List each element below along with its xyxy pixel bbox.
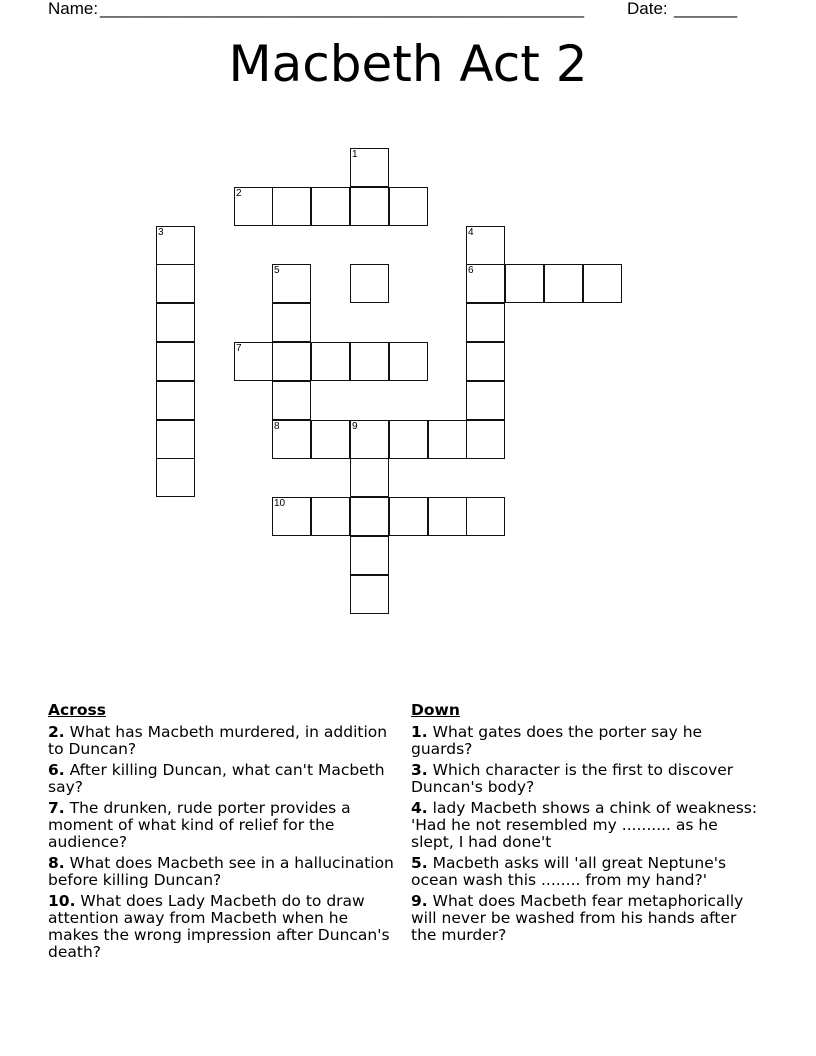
down-clue bbox=[411, 855, 761, 889]
clue-number-label: 2 bbox=[236, 188, 242, 199]
down-clue-number: 9. bbox=[411, 892, 428, 910]
grid-cell[interactable] bbox=[156, 420, 195, 459]
down-heading: Down bbox=[411, 701, 460, 719]
clue-number-label: 4 bbox=[468, 227, 474, 238]
down-clue bbox=[411, 724, 761, 758]
grid-cell[interactable] bbox=[544, 264, 583, 303]
grid-cell[interactable] bbox=[272, 264, 311, 303]
clue-number-label: 6 bbox=[468, 265, 474, 276]
across-clue-number: 6. bbox=[48, 761, 65, 779]
down-clue bbox=[411, 893, 761, 944]
grid-cell[interactable] bbox=[350, 187, 389, 226]
down-clue bbox=[411, 800, 761, 851]
across-clue-number: 10. bbox=[48, 892, 76, 910]
grid-cell[interactable] bbox=[428, 420, 467, 459]
across-clue bbox=[48, 855, 398, 889]
grid-cell[interactable] bbox=[234, 187, 273, 226]
down-clue-text: What gates does the porter say he guards? bbox=[411, 723, 703, 758]
across-clue-text: What does Macbeth see in a hallucination before killing Duncan? bbox=[48, 854, 394, 889]
grid-cell[interactable] bbox=[466, 303, 505, 342]
name-line: ______________________________________________________ bbox=[100, 0, 584, 18]
grid-cell[interactable] bbox=[350, 264, 389, 303]
grid-cell[interactable] bbox=[311, 420, 350, 459]
across-clue-list bbox=[48, 724, 398, 961]
grid-cell[interactable] bbox=[583, 264, 622, 303]
grid-cell[interactable] bbox=[311, 342, 350, 381]
grid-cell[interactable] bbox=[234, 342, 273, 381]
across-clue-text: What does Lady Macbeth do to draw attention away from Macbeth when he makes the wrong impression after Duncan's death? bbox=[48, 892, 390, 961]
clue-number-label: 7 bbox=[236, 343, 242, 354]
down-clue-text: Which character is the first to discover Duncan's body? bbox=[411, 761, 734, 796]
down-clue bbox=[411, 762, 761, 796]
grid-cell[interactable] bbox=[466, 381, 505, 420]
clue-number-label: 5 bbox=[274, 265, 280, 276]
down-clue-text: What does Macbeth fear metaphorically will never be washed from his hands after the murder? bbox=[411, 892, 744, 944]
grid-cell[interactable] bbox=[505, 264, 544, 303]
grid-cell[interactable] bbox=[466, 342, 505, 381]
grid-cell[interactable] bbox=[350, 458, 389, 497]
grid-cell[interactable] bbox=[156, 303, 195, 342]
down-clue-text: Macbeth asks will 'all great Neptune's ocean wash this ........ from my hand?' bbox=[411, 854, 727, 889]
grid-cell[interactable] bbox=[156, 381, 195, 420]
across-clue-text: The drunken, rude porter provides a moment of what kind of relief for the audience? bbox=[48, 799, 351, 851]
grid-cell[interactable] bbox=[156, 458, 195, 497]
clue-number-label: 9 bbox=[352, 421, 358, 432]
grid-cell[interactable] bbox=[389, 342, 428, 381]
across-clue bbox=[48, 762, 398, 796]
across-clue-text: What has Macbeth murdered, in addition to Duncan? bbox=[48, 723, 388, 758]
clue-number-label: 8 bbox=[274, 421, 280, 432]
grid-cell[interactable] bbox=[272, 420, 311, 459]
grid-cell[interactable] bbox=[350, 342, 389, 381]
down-clue-text: lady Macbeth shows a chink of weakness: 'Had he not resembled my .......... as he slept, I had done't bbox=[411, 799, 758, 851]
clue-number-label: 10 bbox=[274, 498, 286, 509]
grid-cell[interactable] bbox=[311, 187, 350, 226]
page-title: Macbeth Act 2 bbox=[228, 35, 588, 93]
grid-cell[interactable] bbox=[389, 497, 428, 536]
grid-cell[interactable] bbox=[389, 187, 428, 226]
across-clue-number: 7. bbox=[48, 799, 65, 817]
grid-cell[interactable] bbox=[350, 148, 389, 187]
name-label: Name: bbox=[48, 0, 99, 18]
grid-cell[interactable] bbox=[466, 264, 505, 303]
across-clue-number: 2. bbox=[48, 723, 65, 741]
grid-cell[interactable] bbox=[272, 381, 311, 420]
grid-cell[interactable] bbox=[350, 536, 389, 575]
clue-number-label: 1 bbox=[352, 149, 358, 160]
grid-cell[interactable] bbox=[156, 226, 195, 265]
across-clue bbox=[48, 800, 398, 851]
across-clue bbox=[48, 893, 398, 961]
down-clue-number: 3. bbox=[411, 761, 428, 779]
grid-cell[interactable] bbox=[389, 420, 428, 459]
down-clues bbox=[411, 701, 761, 948]
grid-cell[interactable] bbox=[350, 497, 389, 536]
across-clue-text: After killing Duncan, what can't Macbeth say? bbox=[48, 761, 385, 796]
date-line: _______ bbox=[674, 0, 737, 18]
down-clue-number: 4. bbox=[411, 799, 428, 817]
grid-cell[interactable] bbox=[350, 420, 389, 459]
grid-cell[interactable] bbox=[272, 187, 311, 226]
down-clue-list bbox=[411, 724, 761, 944]
grid-cell[interactable] bbox=[272, 303, 311, 342]
across-heading: Across bbox=[48, 701, 106, 719]
clue-number-label: 3 bbox=[158, 227, 164, 238]
grid-cell[interactable] bbox=[428, 497, 467, 536]
down-clue-number: 1. bbox=[411, 723, 428, 741]
grid-cell[interactable] bbox=[156, 342, 195, 381]
grid-cell[interactable] bbox=[466, 420, 505, 459]
across-clue-number: 8. bbox=[48, 854, 65, 872]
grid-cell[interactable] bbox=[350, 575, 389, 614]
down-clue-number: 5. bbox=[411, 854, 428, 872]
grid-cell[interactable] bbox=[272, 497, 311, 536]
grid-cell[interactable] bbox=[272, 342, 311, 381]
grid-cell[interactable] bbox=[466, 226, 505, 265]
grid-cell[interactable] bbox=[156, 264, 195, 303]
grid-cell[interactable] bbox=[311, 497, 350, 536]
across-clues bbox=[48, 701, 398, 965]
across-clue bbox=[48, 724, 398, 758]
date-label: Date: bbox=[627, 0, 668, 18]
grid-cell[interactable] bbox=[466, 497, 505, 536]
